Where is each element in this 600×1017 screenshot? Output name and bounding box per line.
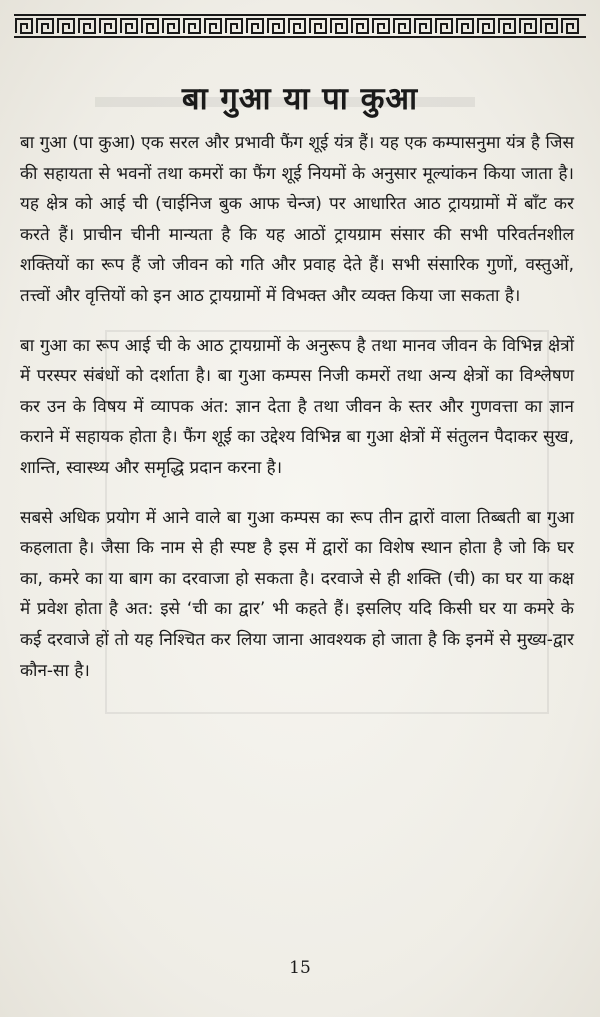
body-text bbox=[20, 128, 574, 705]
paragraph-2: बा गुआ का रूप आई ची के आठ ट्रायग्रामों के अनुरूप है तथा मानव जीवन के विभिन्न क्षेत्रों में परस्पर संबंधों को दर्शाता है। बा गुआ कम्पस निजी कमरों तथा अन्य क्षेत्रों का विश्लेषण कर उन के विषय में व्यापक अंत: ज्ञान देता है तथा जीवन के स्तर और गुणवत्ता का ज्ञान कराने में सहायक होता है। फैंग शूई का उद्देश्य विभिन्न बा गुआ क्षेत्रों में संतुलन पैदाकर सुख, शान्ति, स्वास्थ्य और समृद्धि प्रदान करना है। bbox=[20, 335, 574, 478]
decorative-greek-key-border bbox=[14, 14, 586, 38]
paragraph-3: सबसे अधिक प्रयोग में आने वाले बा गुआ कम्पस का रूप तीन द्वारों वाला तिब्बती बा गुआ कहलाता है। जैसा कि नाम से ही स्पष्ट है इस में द्वारों का विशेष स्थान होता है जो कि घर का, कमरे का या बाग का दरवाजा हो सकता है। दरवाजे से ही शक्ति (ची) का घर या कक्ष में प्रवेश होता है अत: इसे ‘ची का द्वार’ भी कहते हैं। इसलिए यदि किसी घर या कमरे के कई दरवाजे हों तो यह निश्चित कर लिया जाना आवश्यक हो जाता है कि इनमें से मुख्य-द्वार कौन-सा है। bbox=[20, 507, 574, 681]
paragraph-1: बा गुआ (पा कुआ) एक सरल और प्रभावी फैंग शूई यंत्र हैं। यह एक कम्पासनुमा यंत्र है जिस की सहायता से भवनों तथा कमरों का फैंग शूई नियमों के अनुसार मूल्यांकन किया जाता है। यह क्षेत्र को आई ची (चाईनिज बुक आफ चेन्ज) पर आधारित आठ ट्रायग्रामों में बाँट कर करते हैं। प्राचीन चीनी मान्यता है कि यह आठों ट्रायग्राम संसार की सभी परिवर्तनशील शक्तियों का रूप हैं जो जीवन को गति और प्रवाह देते हैं। सभी संसारिक गुणों, वस्तुओं, तत्त्वों और वृत्तियों को इन आठ ट्रायग्रामों में विभक्त और व्यक्त किया जा सकता है। bbox=[20, 133, 574, 306]
page-number: 15 bbox=[289, 958, 311, 978]
page-title: बा गुआ या पा कुआ bbox=[181, 80, 419, 117]
